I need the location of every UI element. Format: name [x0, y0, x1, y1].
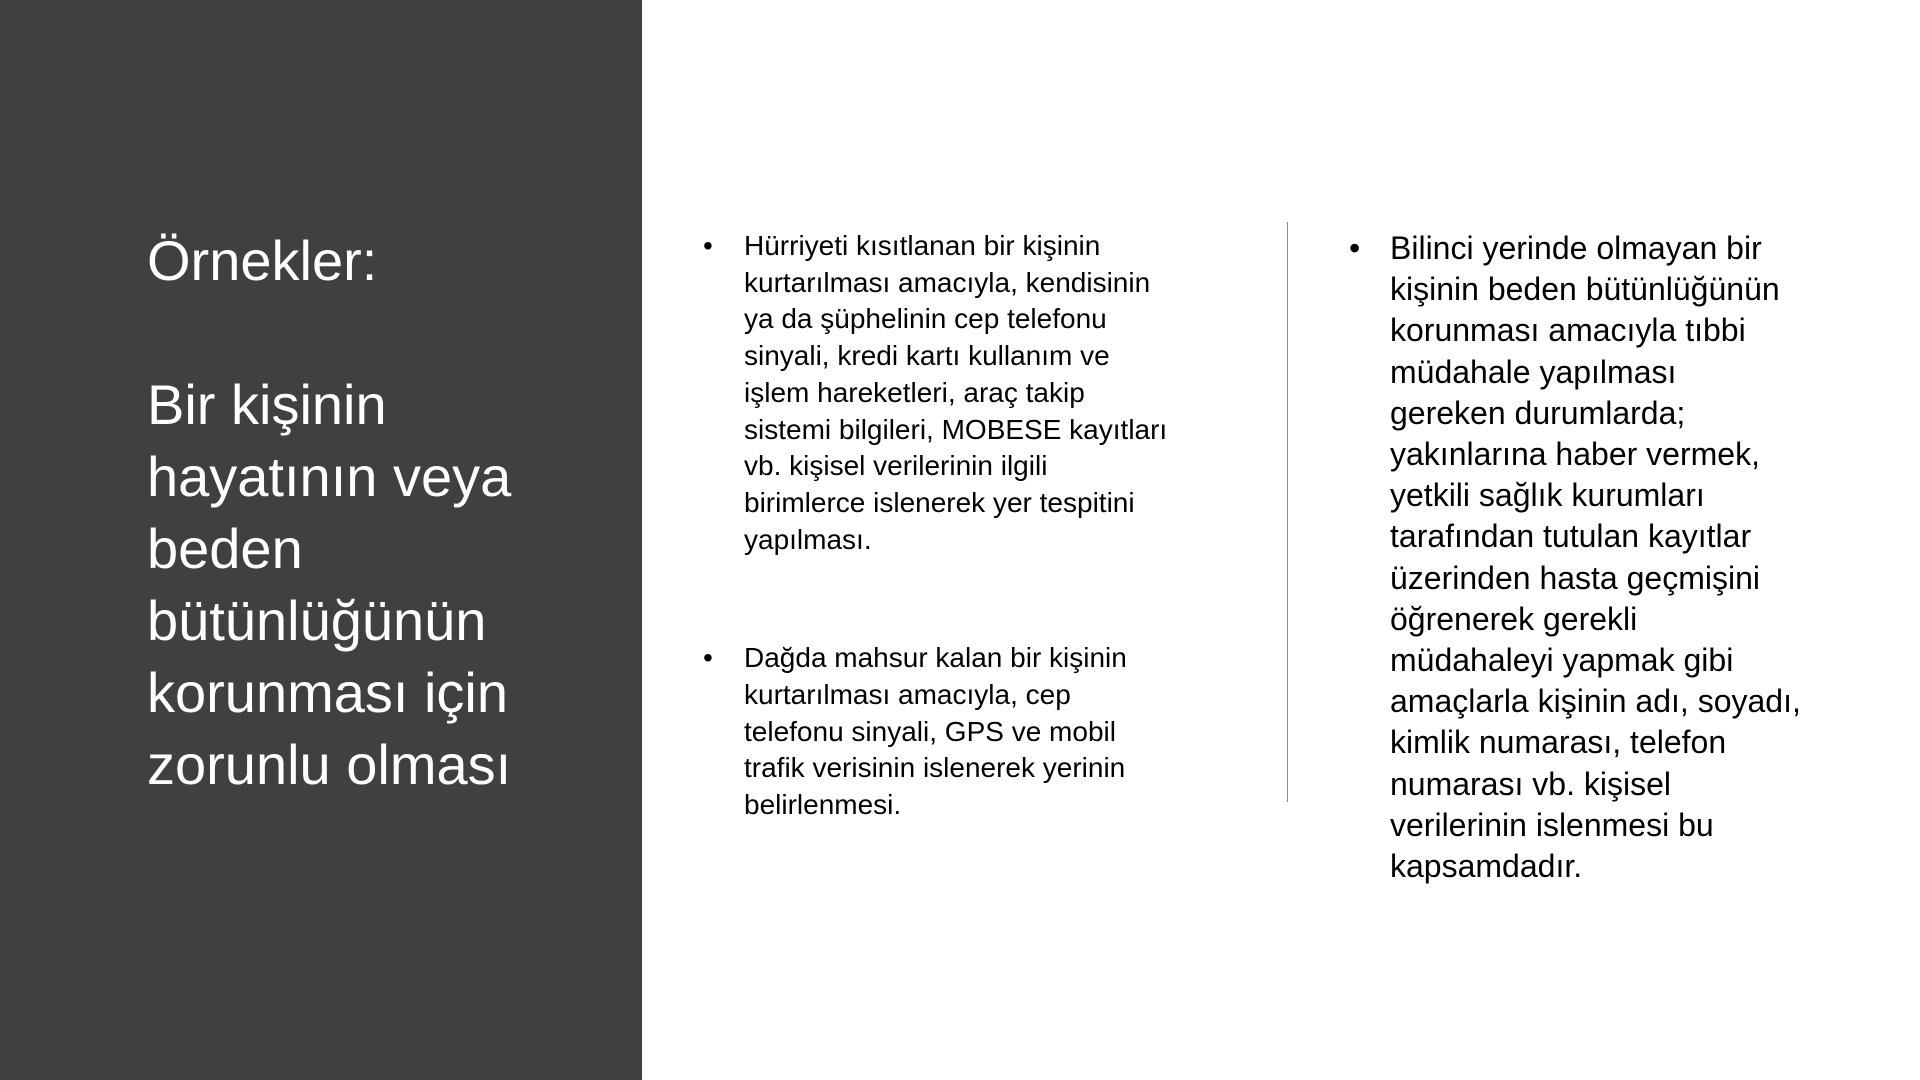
subtitle-line: hayatının veya	[147, 445, 512, 508]
bullet-line: yapılması.	[744, 523, 872, 555]
bullet-dot-icon: •	[703, 230, 713, 261]
subtitle-line: beden	[147, 517, 303, 580]
bullet-line: telefonu sinyali, GPS ve mobil	[744, 715, 1116, 747]
subtitle-line: bütünlüğünün	[147, 589, 487, 652]
subtitle-line: korunması için	[147, 661, 509, 724]
bullet-line: trafik verisinin islenerek yerinin	[744, 752, 1126, 784]
bullet-line: kimlik numarası, telefon	[1390, 724, 1727, 761]
bullet-line: kurtarılması amacıyla, cep	[744, 679, 1071, 711]
bullet-line: numarası vb. kişisel	[1390, 765, 1671, 802]
bullet-line: Hürriyeti kısıtlanan bir kişinin	[744, 230, 1101, 261]
bullet-dot-icon: •	[1349, 230, 1361, 266]
bullet-line: kapsamdadır.	[1390, 848, 1583, 885]
bullet-dot-icon: •	[703, 642, 713, 674]
bullet-line: üzerinden hasta geçmişini	[1390, 559, 1760, 596]
content-column-left	[700, 228, 1220, 824]
bullet-line: birimlerce islenerek yer tespitini	[744, 486, 1135, 518]
bullet-line: işlem hareketleri, araç takip	[744, 376, 1085, 408]
bullet-line: Bilinci yerinde olmayan bir	[1390, 230, 1762, 266]
bullet-text	[744, 228, 1220, 558]
slide-title: Örnekler:	[147, 229, 378, 292]
left-panel	[0, 0, 642, 1080]
column-divider	[1287, 222, 1288, 802]
bullet-line: verilerinin islenmesi bu	[1390, 806, 1714, 843]
bullet-line: kişinin beden bütünlüğünün	[1390, 271, 1780, 308]
bullet-line: yakınlarına haber vermek,	[1390, 436, 1760, 473]
bullet-text	[1390, 228, 1891, 887]
bullet-line: sistemi bilgileri, MOBESE kayıtları	[744, 413, 1168, 445]
bullet-line: müdahaleyi yapmak gibi	[1390, 642, 1734, 679]
content-column-right	[1346, 228, 1891, 887]
bullet-item	[700, 228, 1220, 558]
bullet-line: gereken durumlarda;	[1390, 394, 1686, 431]
bullet-line: Dağda mahsur kalan bir kişinin	[744, 642, 1127, 674]
bullet-line: öğrenerek gerekli	[1390, 600, 1638, 637]
bullet-text	[744, 640, 1220, 824]
bullet-line: ya da şüphelinin cep telefonu	[744, 303, 1107, 335]
bullet-line: sinyali, kredi kartı kullanım ve	[744, 340, 1110, 372]
bullet-line: kurtarılması amacıyla, kendisinin	[744, 266, 1151, 298]
bullet-line: vb. kişisel verilerinin ilgili	[744, 450, 1048, 482]
bullet-line: yetkili sağlık kurumları	[1390, 477, 1705, 514]
bullet-line: tarafından tutulan kayıtlar	[1390, 518, 1752, 555]
heading-block	[147, 225, 617, 801]
bullet-line: belirlenmesi.	[744, 789, 902, 821]
bullet-line: müdahale yapılması	[1390, 353, 1677, 390]
slide-subtitle	[147, 369, 617, 801]
subtitle-line: zorunlu olması	[147, 733, 512, 796]
subtitle-line: Bir kişinin	[147, 373, 387, 436]
bullet-line: amaçlarla kişinin adı, soyadı,	[1390, 683, 1801, 720]
bullet-item	[700, 640, 1220, 824]
bullet-item	[1346, 228, 1891, 887]
bullet-line: korunması amacıyla tıbbi	[1390, 312, 1746, 349]
